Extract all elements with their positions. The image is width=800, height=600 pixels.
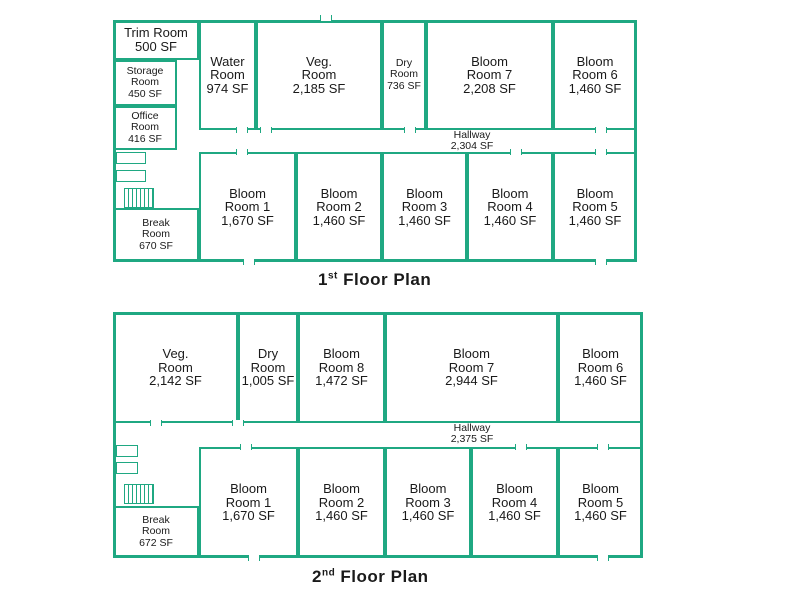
room-sf: 974 SF — [206, 80, 249, 96]
floor2-bloom-room-7 — [385, 312, 558, 423]
room-sf: 2,944 SF — [445, 373, 498, 389]
floor2-hallway-label — [420, 423, 524, 445]
room-sf: 672 SF — [139, 536, 173, 549]
title-suffix: st — [327, 270, 338, 282]
door — [236, 127, 248, 133]
floor2-break-room — [113, 506, 199, 558]
door — [595, 127, 607, 133]
hallway-sf: 2,375 SF — [450, 433, 494, 446]
room-name: Bloom Room 5 — [577, 481, 624, 510]
room-sf: 1,460 SF — [398, 212, 451, 228]
door — [515, 444, 527, 450]
hallway-name: Hallway — [453, 129, 491, 141]
title-suffix: nd — [321, 567, 336, 579]
floor2-restroom-b — [116, 462, 138, 474]
floor1-break-room — [113, 208, 199, 262]
door — [243, 259, 255, 265]
room-name: Bloom Room 5 — [572, 185, 618, 215]
room-sf: 1,460 SF — [312, 212, 366, 228]
floor1-trim-room — [113, 20, 199, 60]
floor1-dry-room — [382, 20, 426, 130]
floor2-bloom-room-6 — [558, 312, 643, 423]
hallway-sf: 2,304 SF — [450, 140, 494, 153]
room-name: Veg. Room — [158, 346, 193, 375]
floor2-bloom-room-2 — [298, 447, 385, 558]
room-name: Water Room — [210, 53, 245, 83]
room-sf: 450 SF — [128, 87, 162, 100]
door — [248, 555, 260, 561]
floor2-veg-room — [113, 312, 238, 423]
floor1-bloom-room-5 — [553, 152, 637, 262]
room-name: Bloom Room 6 — [577, 346, 624, 375]
floor1-bloom-room-4 — [467, 152, 553, 262]
room-name: Veg. Room — [301, 53, 337, 83]
room-name: Bloom Room 3 — [401, 185, 448, 215]
room-sf: 2,142 SF — [149, 373, 202, 389]
floor1-restroom-a — [116, 152, 146, 164]
door — [510, 149, 522, 155]
door — [404, 127, 416, 133]
room-name: Dry Room — [250, 346, 286, 375]
floor2-bloom-room-3 — [385, 447, 471, 558]
room-sf: 1,460 SF — [568, 80, 622, 96]
floor2-bloom-room-4 — [471, 447, 558, 558]
room-sf: 416 SF — [128, 132, 162, 145]
floor1-water-room — [199, 20, 256, 130]
room-sf: 1,460 SF — [574, 373, 627, 389]
room-name: Bloom Room 8 — [318, 346, 365, 375]
floor2-stairs — [124, 484, 154, 504]
room-sf: 670 SF — [139, 239, 173, 252]
door — [597, 555, 609, 561]
title-text: Floor Plan — [337, 270, 432, 289]
floor1-stairs — [124, 188, 154, 208]
door — [236, 149, 248, 155]
room-sf: 2,185 SF — [292, 80, 346, 96]
hallway-name: Hallway — [453, 422, 491, 434]
room-name: Office Room — [130, 110, 159, 134]
floor1-bloom-room-1 — [199, 152, 296, 262]
floor1-veg-room — [256, 20, 382, 130]
room-name: Bloom Room 1 — [224, 185, 271, 215]
room-name: Bloom Room 4 — [487, 185, 533, 215]
floor1-restroom-b — [116, 170, 146, 182]
title-text: Floor Plan — [335, 567, 429, 586]
room-name: Storage Room — [126, 65, 164, 89]
door — [597, 444, 609, 450]
title-number: 2 — [312, 567, 322, 586]
door — [595, 149, 607, 155]
floor1-office-room — [113, 106, 177, 150]
room-sf: 1,460 SF — [315, 508, 368, 524]
room-name: Bloom Room 1 — [225, 481, 272, 510]
room-sf: 736 SF — [387, 79, 421, 92]
door — [260, 127, 272, 133]
room-name: Bloom Room 7 — [448, 346, 495, 375]
room-name: Trim Room — [124, 25, 188, 41]
floor2-restroom-a — [116, 445, 138, 457]
room-name: Bloom Room 2 — [316, 185, 362, 215]
room-sf: 1,460 SF — [488, 508, 541, 524]
room-sf: 2,208 SF — [463, 80, 516, 96]
floor2-dry-room — [238, 312, 298, 423]
room-sf: 1,670 SF — [221, 212, 274, 228]
room-sf: 500 SF — [135, 39, 177, 54]
room-sf: 1,460 SF — [483, 212, 537, 228]
room-name: Bloom Room 4 — [491, 481, 538, 510]
door — [240, 444, 252, 450]
floor1-bloom-room-7 — [426, 20, 553, 130]
door — [232, 420, 244, 426]
floor1-title — [318, 270, 431, 290]
floor1-hallway-label — [420, 130, 524, 152]
room-name: Bloom Room 7 — [466, 53, 513, 83]
floor2-bloom-room-1 — [199, 447, 298, 558]
door — [150, 420, 162, 426]
floor1-bloom-room-3 — [382, 152, 467, 262]
floor2-bloom-room-5 — [558, 447, 643, 558]
room-sf: 1,460 SF — [574, 508, 627, 524]
room-name: Break Room — [141, 217, 170, 241]
room-name: Bloom Room 2 — [318, 481, 365, 510]
door — [595, 259, 607, 265]
room-name: Bloom Room 6 — [572, 53, 618, 83]
room-sf: 1,460 SF — [401, 508, 455, 524]
floor1-bloom-room-6 — [553, 20, 637, 130]
floor1-bloom-room-2 — [296, 152, 382, 262]
room-sf: 1,005 SF — [241, 373, 295, 389]
room-sf: 1,670 SF — [222, 508, 275, 524]
room-sf: 1,472 SF — [315, 373, 368, 389]
floor2-title — [312, 567, 429, 587]
room-name: Bloom Room 3 — [405, 481, 451, 510]
room-sf: 1,460 SF — [568, 212, 622, 228]
floor1-storage-room — [113, 60, 177, 106]
room-name: Dry Room — [389, 57, 418, 81]
door — [320, 15, 332, 21]
floor2-bloom-room-8 — [298, 312, 385, 423]
title-number: 1 — [318, 270, 328, 289]
room-name: Break Room — [141, 514, 170, 538]
